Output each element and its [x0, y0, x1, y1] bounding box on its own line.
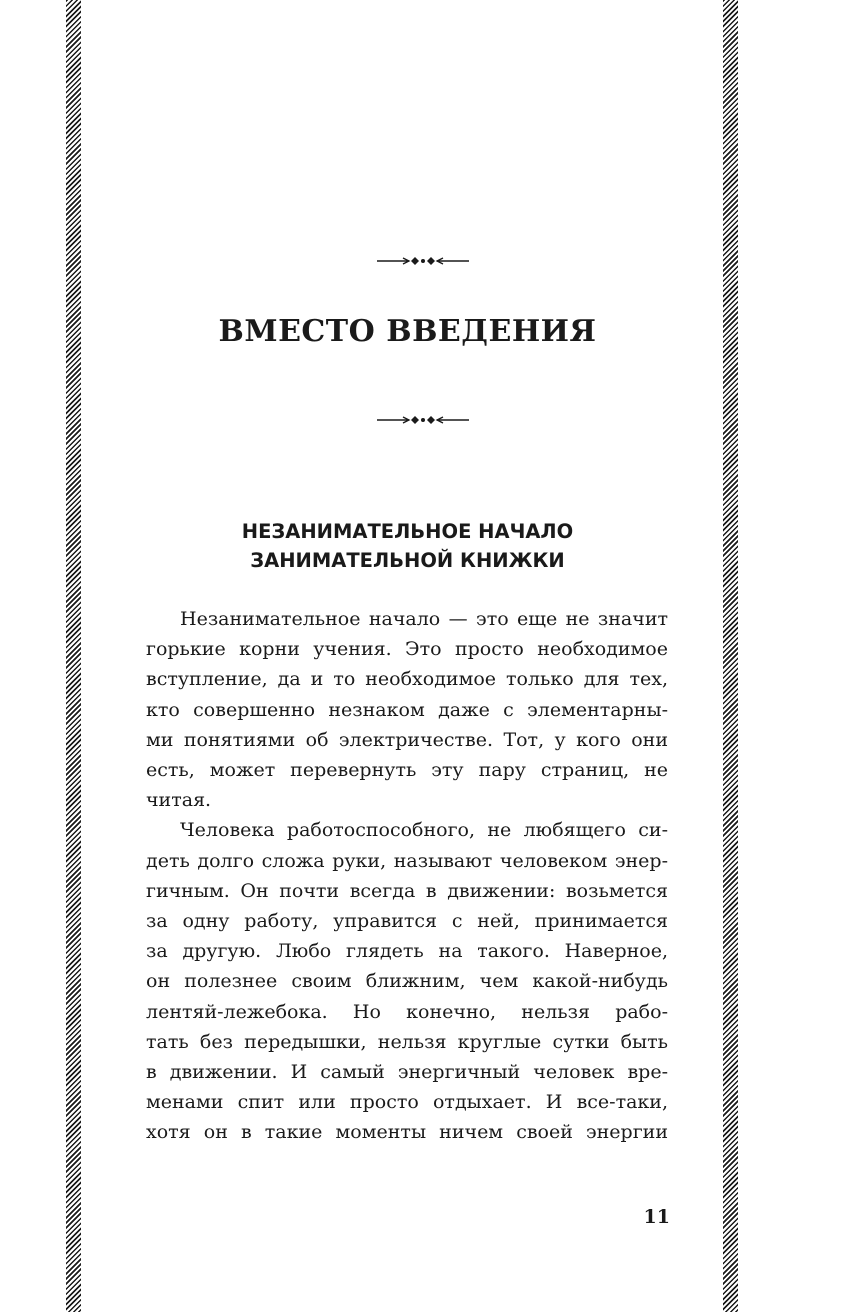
text-line: он полезнее своим ближним, чем какой-нибудь [146, 970, 668, 993]
page-number: 11 [643, 1206, 670, 1228]
text-line: деть долго сложа руки, называют человеком энер- [146, 849, 668, 872]
text-line: читая. [146, 789, 212, 812]
text-line: кто совершенно незнаком даже с элементарны- [146, 698, 668, 721]
text-line: гичным. Он почти всегда в движении: возьмется [146, 879, 668, 902]
section-title [0, 517, 815, 575]
text-line: в движении. И самый энергичный человек вре- [146, 1061, 668, 1084]
section-title-line: НЕЗАНИМАТЕЛЬНОЕ НАЧАЛО [241, 520, 574, 543]
flourish-ornament-icon [375, 254, 471, 268]
text-line: горькие корни учения. Это просто необходимое [146, 638, 668, 661]
text-line: за одну работу, управится с ней, принимается [146, 910, 668, 933]
section-title-line: ЗАНИМАТЕЛЬНОЙ КНИЖКИ [250, 549, 565, 572]
left-decorative-border [66, 0, 81, 1312]
chapter-title: ВМЕСТО ВВЕДЕНИЯ [218, 314, 597, 349]
flourish-ornament-icon [375, 413, 471, 427]
text-line: ми понятиями об электричестве. Тот, у кого они [146, 728, 668, 751]
right-decorative-border [723, 0, 738, 1312]
text-line: хотя он в такие моменты ничем своей энергии [146, 1121, 668, 1144]
text-line: за другую. Любо глядеть на такого. Наверное, [146, 940, 668, 963]
bottom-ornament [0, 413, 845, 427]
top-ornament [0, 254, 845, 268]
text-line: Незанимательное начало — это еще не значит [180, 608, 668, 630]
body-text [146, 604, 668, 1148]
text-line: есть, может перевернуть эту пару страниц, не [146, 759, 668, 782]
text-line: Человека работоспособного, не любящего си- [180, 819, 668, 842]
text-line: вступление, да и то необходимое только для тех, [146, 668, 668, 691]
text-line: лентяй-лежебока. Но конечно, нельзя рабо- [146, 1000, 668, 1023]
text-line: тать без передышки, нельзя круглые сутки быть [146, 1030, 668, 1053]
text-line: менами спит или просто отдыхает. И все-таки, [146, 1091, 668, 1114]
